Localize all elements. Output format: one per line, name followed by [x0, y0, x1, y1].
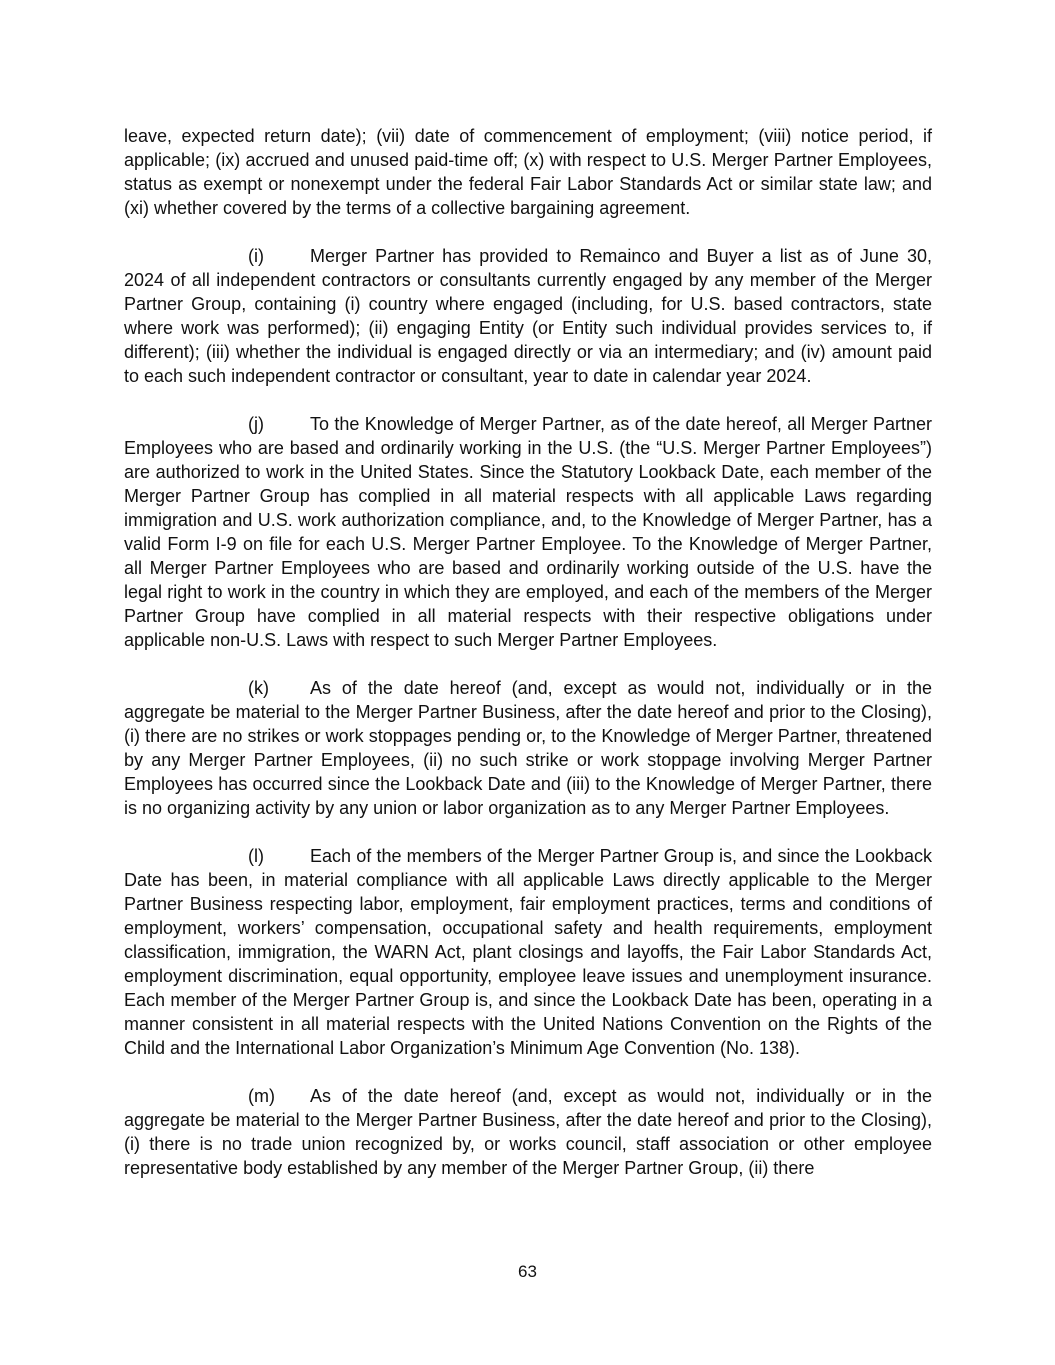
document-page: [124, 124, 932, 1204]
paragraph-label: (k): [248, 678, 269, 698]
paragraph-text: As of the date hereof (and, except as would not, individually or in the aggregate be material to the Merger Partner Business, after the date hereof and prior to the Closing), (i) there is no trade union recognized by, or works council, staff association or other employee representative body established by any member of the Merger Partner Group, (ii) there: [124, 1086, 932, 1178]
paragraph-text: As of the date hereof (and, except as would not, individually or in the aggregate be material to the Merger Partner Business, after the date hereof and prior to the Closing), (i) there are no strikes or work stoppages pending or, to the Knowledge of Merger Partner, threatened by any Merger Partner Employees, (ii) no such strike or work stoppage involving Merger Partner Employees has occurred since the Lookback Date and (iii) to the Knowledge of Merger Partner, there is no organizing activity by any union or labor organization as to any Merger Partner Employees.: [124, 678, 932, 818]
continuation-paragraph: leave, expected return date); (vii) date of commencement of employment; (viii) notice period, if applicable; (ix) accrued and unused paid-time off; (x) with respect to U.S. Merger Partner Employees, status as exempt or nonexempt under the federal Fair Labor Standards Act or similar state law; and (xi) whether covered by the terms of a collective bargaining agreement.: [124, 126, 932, 218]
paragraph-j: [124, 412, 932, 652]
paragraph-m: [124, 1084, 932, 1180]
paragraph-label: (i): [248, 246, 264, 266]
page-number: 63: [518, 1262, 537, 1281]
paragraph-l: [124, 844, 932, 1060]
paragraph-text: Merger Partner has provided to Remainco and Buyer a list as of June 30, 2024 of all independent contractors or consultants currently engaged by any member of the Merger Partner Group, containing (i) country where engaged (including, for U.S. based contractors, state where work was performed); (ii) engaging Entity (or Entity such individual provides services to, if different); (iii) whether the individual is engaged directly or via an intermediary; and (iv) amount paid to each such independent contractor or consultant, year to date in calendar year 2024.: [124, 246, 932, 386]
paragraph-i: [124, 244, 932, 388]
paragraph-label: (j): [248, 414, 264, 434]
paragraph-k: [124, 676, 932, 820]
paragraph-label: (l): [248, 846, 264, 866]
paragraph-label: (m): [248, 1086, 275, 1106]
paragraph-text: To the Knowledge of Merger Partner, as of the date hereof, all Merger Partner Employees who are based and ordinarily working in the U.S. (the “U.S. Merger Partner Employees”) are authorized to work in the United States. Since the Statutory Lookback Date, each member of the Merger Partner Group has complied in all material respects with all applicable Laws regarding immigration and U.S. work authorization compliance, and, to the Knowledge of Merger Partner, has a valid Form I-9 on file for each U.S. Merger Partner Employee. To the Knowledge of Merger Partner, all Merger Partner Employees who are based and ordinarily working outside of the U.S. have the legal right to work in the country in which they are employed, and each of the members of the Merger Partner Group have complied in all material respects with their respective obligations under applicable non-U.S. Laws with respect to such Merger Partner Employees.: [124, 414, 932, 650]
paragraph-text: Each of the members of the Merger Partner Group is, and since the Lookback Date has been, in material compliance with all applicable Laws directly applicable to the Merger Partner Business respecting labor, employment, fair employment practices, terms and conditions of employment, workers’ compensation, occupational safety and health requirements, employment classification, immigration, the WARN Act, plant closings and layoffs, the Fair Labor Standards Act, employment discrimination, equal opportunity, employee leave issues and unemployment insurance. Each member of the Merger Partner Group is, and since the Lookback Date has been, operating in a manner consistent in all material respects with the United Nations Convention on the Rights of the Child and the International Labor Organization’s Minimum Age Convention (No. 138).: [124, 846, 932, 1058]
